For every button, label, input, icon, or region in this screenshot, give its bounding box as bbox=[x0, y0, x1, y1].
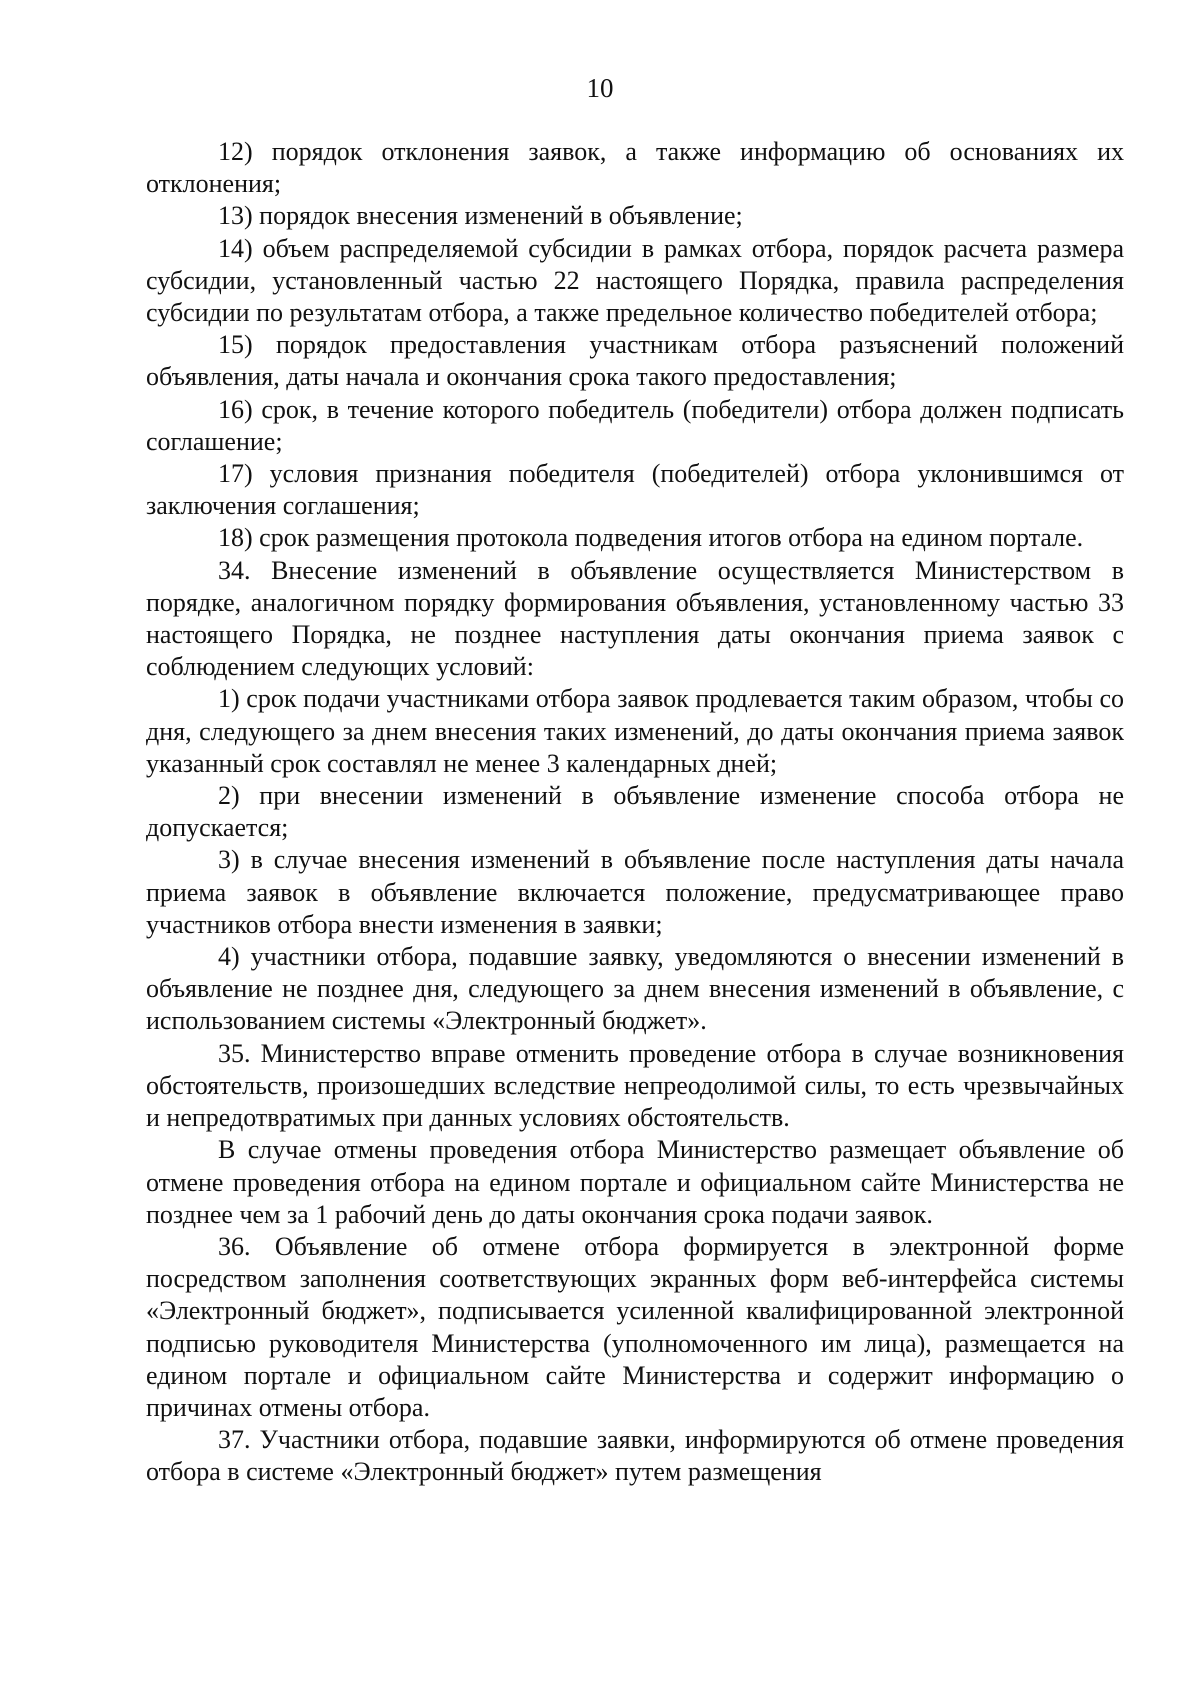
paragraph-item-14: 14) объем распределяемой субсидии в рамках отбора, порядок расчета размера субсидии, установленный частью 22 настоящего Порядка, правила распределения субсидии по результатам отбора, а также предельное количество победителей отбора; bbox=[146, 233, 1124, 328]
paragraph-condition-4: 4) участники отбора, подавшие заявку, уведомляются о внесении изменений в объявление не позднее дня, следующего за днем внесения изменений в объявление, с использованием системы «Электронный бюджет». bbox=[146, 942, 1124, 1036]
paragraph-item-12: 12) порядок отклонения заявок, а также информацию об основаниях их отклонения; bbox=[146, 137, 1124, 199]
page-number: 10 bbox=[586, 73, 614, 103]
paragraph-section-36: 36. Объявление об отмене отбора формируется в электронной форме посредством заполнения соответствующих экранных форм веб-интерфейса системы «Электронный бюджет», подписывается усиленной квалифицированной электронной подписью руководителя Министерства (уполномоченного им лица), размещается на едином портале и официальном сайте Министерства и содержит информацию о причинах отмены отбора. bbox=[146, 1231, 1124, 1422]
paragraph-item-13: 13) порядок внесения изменений в объявление; bbox=[218, 201, 743, 231]
paragraph-cancellation: В случае отмены проведения отбора Министерство размещает объявление об отмене проведения отбора на едином портале и официальном сайте Министерства не позднее чем за 1 рабочий день до даты окончания срока подачи заявок. bbox=[146, 1135, 1124, 1229]
paragraph-condition-1: 1) срок подачи участниками отбора заявок продлевается таким образом, чтобы со дня, следующего за днем внесения таких изменений, до даты окончания приема заявок указанный срок составлял не менее 3 календарных дней; bbox=[146, 684, 1124, 778]
paragraph-item-17: 17) условия признания победителя (победителей) отбора уклонившимся от заключения соглашения; bbox=[146, 459, 1124, 521]
paragraph-item-16: 16) срок, в течение которого победитель (победители) отбора должен подписать соглашение; bbox=[146, 394, 1124, 456]
paragraph-section-37: 37. Участники отбора, подавшие заявки, информируются об отмене проведения отбора в системе «Электронный бюджет» путем размещения bbox=[146, 1425, 1124, 1487]
paragraph-condition-3: 3) в случае внесения изменений в объявление после наступления даты начала приема заявок в объявление включается положение, предусматривающее право участников отбора внести изменения в заявки; bbox=[146, 845, 1124, 939]
paragraph-item-18: 18) срок размещения протокола подведения итогов отбора на едином портале. bbox=[218, 523, 1084, 553]
body-text bbox=[146, 136, 1124, 1489]
paragraph-section-35: 35. Министерство вправе отменить проведение отбора в случае возникновения обстоятельств, произошедших вследствие непреодолимой силы, то есть чрезвычайных и непредотвратимых при данных условиях обстоятельств. bbox=[146, 1038, 1124, 1133]
paragraph-section-34: 34. Внесение изменений в объявление осуществляется Министерством в порядке, аналогичном порядку формирования объявления, установленному частью 33 настоящего Порядка, не позднее наступления даты окончания приема заявок с соблюдением следующих условий: bbox=[146, 555, 1124, 682]
paragraph-item-15: 15) порядок предоставления участникам отбора разъяснений положений объявления, даты начала и окончания срока такого предоставления; bbox=[146, 330, 1124, 392]
paragraph-condition-2: 2) при внесении изменений в объявление изменение способа отбора не допускается; bbox=[146, 781, 1124, 843]
